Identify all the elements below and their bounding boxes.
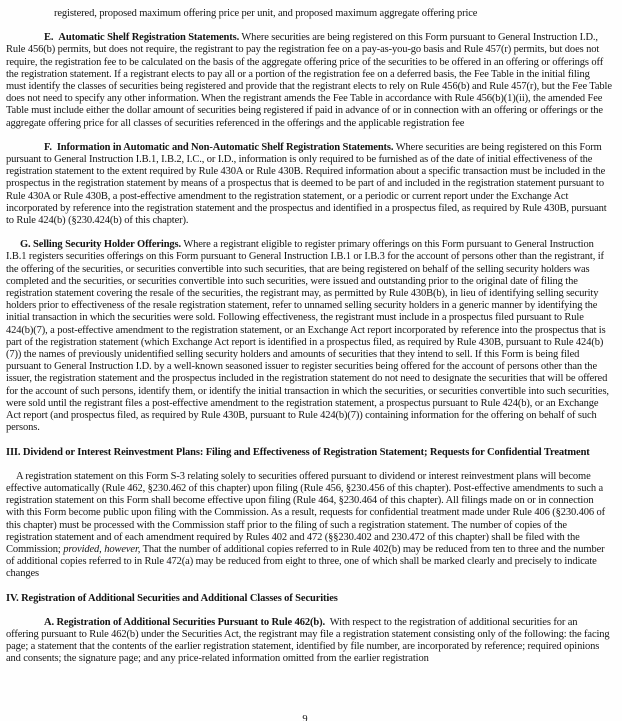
paragraph-lead: A. Registration of Additional Securities Pursuant to Rule 462(b). [44, 616, 325, 628]
text-segment: Where securities are being registered on this Form pursuant to General Instruction I.B.1, I.B.2, I.C., or I.D., information is only required to be furnished as of the date of initial effectiveness of the registration statement to the extent required by Rule 430A or Rule 430B. Required information about a specific transaction must be included in the prospectus in the registration statement by means of a prospectus that is deemed to be part of and included in the registration statement pursuant to Rule 430A or Rule 430B, a post-effective amendment to the registration statement, or a periodic or current report under the Exchange Act incorporated by reference into the registration statement and the prospectus and identified in a prospectus filed, as required by Rule 430B, pursuant to Rule 424(b) (§230.424(b) of this chapter). [6, 141, 607, 227]
section-heading [6, 593, 612, 605]
continuation-line: registered, proposed maximum offering price per unit, and proposed maximum aggregate offering price [54, 8, 478, 19]
paragraph-lead: G. Selling Security Holder Offerings. [20, 239, 182, 251]
page-number: 9 [302, 714, 308, 721]
paragraph-lead: E. Automatic Shelf Registration Statements. [44, 32, 240, 44]
paragraph-lead: F. Information in Automatic and Non-Automatic Shelf Registration Statements. [44, 141, 394, 153]
paragraph [6, 32, 612, 130]
paragraph [6, 471, 612, 581]
text-segment: With respect to the registration of additional securities for an offering pursuant to Rule 462(b) under the Securities Act, the registrant may file a registration statement consisting only of the following: the facing page; a statement that the contents of the earlier registration statement, identified by file number, are incorporated by reference; required opinions and consents; the signature page; and any price-related information omitted from the earlier registration [6, 616, 610, 665]
paragraph [6, 239, 612, 434]
paragraph [6, 142, 612, 227]
document-blocks [6, 32, 612, 665]
paragraph [6, 617, 612, 666]
paragraph-lead: III. Dividend or Interest Reinvestment Plans: Filing and Effectiveness of Registration Statement; Requests for Confidential Treatment [6, 446, 590, 458]
text-segment: Where securities are being registered on this Form pursuant to General Instruction I.D., Rule 456(b) permits, but does not require, the registrant to pay the registration fee on a pay-as-you-go basis and Rule 457(r) permits, but does not require, the registration fee to be calculated on the basis of the aggregate offering price of the securities to be offered in an offering or offerings off the registration statement. If a registrant elects to pay all or a portion of the registration fee on a deferred basis, the Fee Table in the initial filing must identify the classes of securities being registered and provide that the registrant elects to rely on Rule 456(b) and Rule 457(r), but the Fee Table does not need to specify any other information. When the registrant amends the Fee Table in accordance with Rule 456(b)(1)(ii), the amended Fee Table must include either the dollar amount of securities being registered if paid in advance of or in connection with an offering or offerings or the aggregate offering price for all classes of securities referenced in the offerings and the applicable registration fee [6, 32, 612, 129]
text-segment: Where a registrant eligible to register primary offerings on this Form pursuant to General Instruction I.B.1 registers securities offerings on this Form pursuant to General Instruction I.B.1 or I.B.3 for the account of persons other than the registrant, if the offering of the securities, or securities convertible into such securities, that are being registered on behalf of the selling security holders was completed and the securities, or securities convertible into such securities, were issued and outstanding prior to the original date of filing the registration statement covering the resale of the securities, the registrant may, as permitted by Rule 430B(b), in lieu of identifying selling security holders prior to effectiveness of the resale registration statement, refer to unnamed selling security holders in a generic manner by identifying the initial transaction in which the securities were sold. Following effectiveness, the registrant must include in a prospectus filed pursuant to Rule 424(b)(7), a post-effective amendment to the registration statement, or an Exchange Act report incorporated by reference into the prospectus that is part of the registration statement (which Exchange Act report is identified in a prospectus filed, as required by Rule 430B, pursuant to Rule 424(b)(7)) the names of previously unidentified selling security holders and amounts of securities that they intend to sell. If this Form is being filed pursuant to General Instruction I.D. by a well-known seasoned issuer to register securities being offered for the account of persons other than the issuer, the registration statement and the prospectus included in the registration statement do not need to designate the securities that will be offered for the account of such persons, identify them, or identify the initial transaction in which the securities, or securities convertible into such securities, were sold until the registrant files a post-effective amendment to the registration statement, a prospectus pursuant to Rule 424(b), or an Exchange Act report (and prospectus filed, as required by Rule 430B, pursuant to Rule 424(b)(7)) containing information for the offering on behalf of such persons. [6, 239, 609, 434]
text-segment: That the number of additional copies referred to in Rule 402(b) may be reduced from ten to three and the number of additional copies referred to in Rule 472(a) may be reduced from eight to three, one of which shall be marked clearly and precisely to indicate changes [6, 543, 605, 580]
text-segment: provided, however, [63, 543, 141, 555]
text-segment: A registration statement on this Form S-3 relating solely to securities offered pursuant to dividend or interest reinvestment plans will become effective automatically (Rule 462, §230.462 of this chapter) upon filing (Rule 456, §230.456 of this chapter). Post-effective amendments to such a registration statement on this Form shall become effective upon filing (Rule 464, §230.464 of this chapter). All filings made on or in connection with this Form become public upon filing with the Commission. As a result, requests for confidential treatment made under Rule 406 (§230.406 of this chapter) must be processed with the Commission staff prior to the filing of such a registration statement. The number of copies of the registration statement and of each amendment required by Rules 402 and 472 (§§230.402 and 230.472 of this chapter) shall be filed with the Commission; [6, 470, 606, 555]
section-heading [6, 447, 612, 459]
paragraph-lead: IV. Registration of Additional Securities and Additional Classes of Securities [6, 592, 338, 604]
